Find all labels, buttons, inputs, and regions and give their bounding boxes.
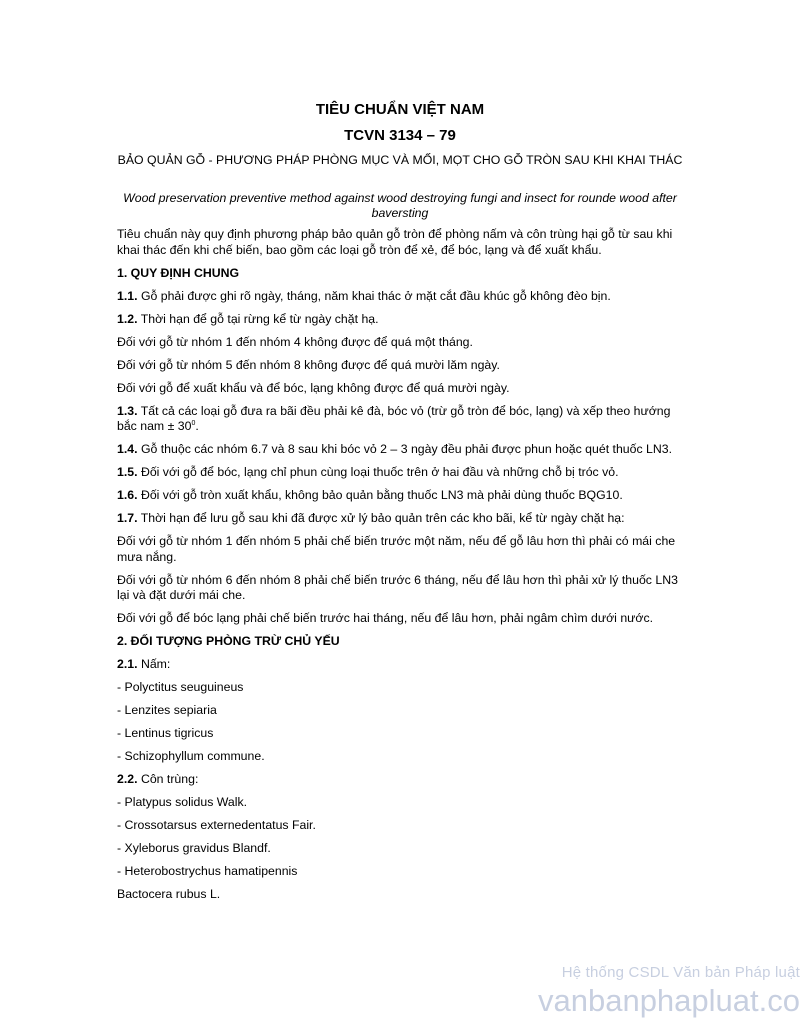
clause-1-7 (117, 511, 683, 527)
clause-1-5 (117, 465, 683, 481)
list-item: - Lentinus tigricus (117, 726, 214, 740)
clause-number: 1.2. (117, 311, 138, 326)
paragraph: Đối với gỗ để bóc lạng phải chế biến trước hai tháng, nếu để lâu hơn, phải ngâm chìm dưới nước. (117, 611, 654, 625)
list-item: - Platypus solidus Walk. (117, 795, 248, 809)
paragraph: Đối với gỗ từ nhóm 5 đến nhóm 8 không được để quá mười lăm ngày. (117, 357, 500, 372)
clause-text: Tất cả các loại gỗ đưa ra bãi đều phải kê đà, bóc vỏ (trừ gỗ tròn để bóc, lạng) và xếp theo hướng bắc nam ± 30 (117, 403, 671, 433)
clause-number: 1.5. (117, 465, 138, 479)
clause-1-2 (117, 312, 683, 328)
clause-1-3 (117, 404, 683, 435)
clause-2-2 (117, 772, 683, 788)
document-title: TIÊU CHUẨN VIỆT NAM (315, 101, 485, 118)
watermark-line-2: vanbanphapluat.co (537, 983, 800, 1018)
paragraph: Đối với gỗ từ nhóm 1 đến nhóm 5 phải chế biến trước một năm, nếu để gỗ lâu hơn thì phải có mái che mưa nắng. (117, 534, 676, 564)
clause-text: Côn trùng: (140, 772, 199, 786)
clause-number: 2.2. (117, 772, 138, 786)
list-item: - Heterobostrychus hamatipennis (117, 864, 298, 878)
clause-number: 1.1. (117, 288, 138, 303)
clause-number: 1.4. (117, 442, 138, 456)
clause-text: Đối với gỗ để bóc, lạng chỉ phun cùng loại thuốc trên ở hai đầu và những chỗ bị tróc vỏ. (140, 465, 619, 479)
section-1-heading: 1. QUY ĐỊNH CHUNG (117, 265, 240, 280)
watermark-line-1: Hệ thống CSDL Văn bản Pháp luật (561, 964, 800, 981)
english-title: Wood preservation preventive method against wood destroying fungi and insect for rounde wood after baversting (123, 191, 677, 220)
clause-text: Gỗ phải được ghi rõ ngày, tháng, năm khai thác ở mặt cắt đầu khúc gỗ không đèo bịn. (140, 288, 611, 303)
clause-text: Thời hạn để lưu gỗ sau khi đã được xử lý bảo quản trên các kho bãi, kể từ ngày chặt hạ: (140, 511, 625, 525)
list-item: - Polyctitus seuguineus (117, 680, 244, 694)
paragraph: Đối với gỗ từ nhóm 6 đến nhóm 8 phải chế biến trước 6 tháng, nếu để lâu hơn thì phải xử lý thuốc LN3 lại và đặt dưới mái che. (117, 572, 678, 602)
clause-1-6 (117, 488, 683, 504)
list-item: - Schizophyllum commune. (117, 749, 265, 763)
document-subtitle: BẢO QUẢN GỖ - PHƯƠNG PHÁP PHÒNG MỤC VÀ MỐI, MỌT CHO GỖ TRÒN SAU KHI KHAI THÁC (117, 153, 683, 167)
list-item: - Xyleborus gravidus Blandf. (117, 841, 271, 855)
paragraph: Đối với gỗ từ nhóm 1 đến nhóm 4 không được để quá một tháng. (117, 334, 473, 349)
list-item: - Lenzites sepiaria (117, 703, 217, 717)
intro-paragraph: Tiêu chuẩn này quy định phương pháp bảo quản gỗ tròn để phòng nấm và côn trùng hại gỗ từ sau khi khai thác đến khi chế biến, bao gồm các loại gỗ tròn để xẻ, để bóc, lạng và để xuất khẩu. (117, 227, 673, 257)
clause-2-1 (117, 657, 683, 673)
clause-1-1 (117, 289, 683, 305)
clause-number: 1.3. (117, 403, 138, 418)
clause-text: Đối với gỗ tròn xuất khẩu, không bảo quản bằng thuốc LN3 mà phải dùng thuốc BQG10. (140, 488, 623, 502)
clause-number: 1.7. (117, 511, 138, 525)
clause-text: Thời hạn để gỗ tại rừng kể từ ngày chặt hạ. (140, 311, 379, 326)
list-item: Bactocera rubus L. (117, 887, 221, 901)
document-body (117, 227, 683, 910)
clause-text-end: . (195, 419, 199, 433)
section-2-heading: 2. ĐỐI TƯỢNG PHÒNG TRỪ CHỦ YẾU (117, 634, 340, 648)
clause-number: 2.1. (117, 657, 138, 671)
list-item: - Crossotarsus externedentatus Fair. (117, 818, 316, 832)
clause-1-4 (117, 442, 683, 458)
clause-number: 1.6. (117, 488, 138, 502)
watermark (538, 964, 800, 1019)
clause-text: Nấm: (140, 657, 171, 671)
degree-superscript: 0 (191, 419, 196, 427)
standard-code: TCVN 3134 – 79 (344, 127, 456, 144)
clause-text: Gỗ thuộc các nhóm 6.7 và 8 sau khi bóc vỏ 2 – 3 ngày đều phải được phun hoặc quét thuốc LN3. (140, 442, 673, 456)
paragraph: Đối với gỗ để xuất khẩu và để bóc, lạng không được để quá mười ngày. (117, 380, 510, 395)
